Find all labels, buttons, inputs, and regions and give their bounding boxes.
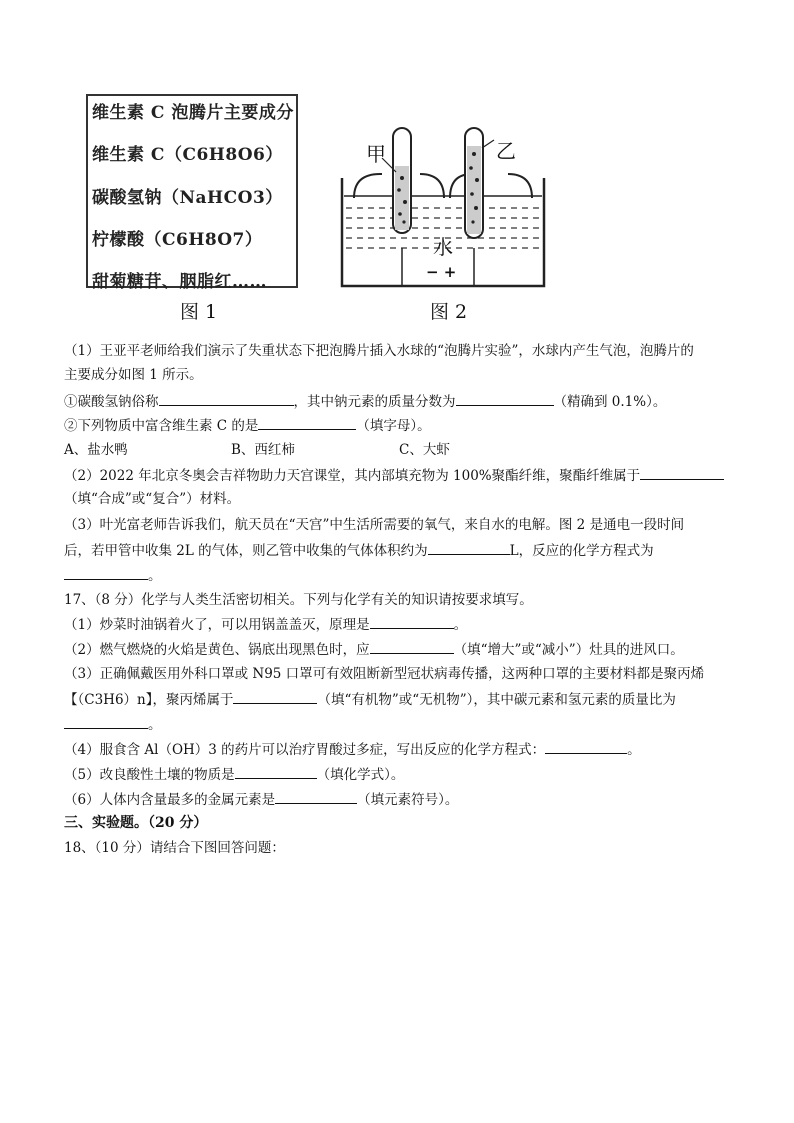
figure1-caption: 图 1 [180,301,218,323]
q17-part6-text-a: （6）人体内含量最多的金属元素是 [64,792,276,808]
q16-sub1-blank-mass-fraction[interactable] [456,391,554,406]
figure1-line-other: 甜菊糖苷、胭脂红…… [92,272,267,292]
tube-jia-label: 甲 [366,142,386,166]
q17-part3-line3 [64,714,162,735]
q17-part5-text-b: （填化学式）。 [316,767,405,783]
section-3-heading: 三、实验题。（20 分） [64,815,208,831]
figure1-title: 维生素 C 泡腾片主要成分 [92,103,294,123]
q16-part3-text-b: 后，若甲管中收集 2L 的气体，则乙管中收集的气体体积约为 [64,543,428,559]
q16-options-line [64,440,450,460]
q16-sub1-text-c: （精确到 0.1%）。 [553,394,667,410]
q16-sub1-text-b: ，其中钠元素的质量分数为 [293,394,456,410]
q17-part2-text-a: （2）燃气燃烧的火焰是黄色、锅底出现黑色时，应 [64,642,370,658]
q17-part2-text-b: （填“增大”或“减小”）灶具的进风口。 [453,642,684,658]
q16-part2-line2: （填“合成”或“复合”）材料。 [64,491,241,507]
q17-part3-text-d: 。 [148,717,162,733]
q16-part3-line3 [64,565,162,586]
q16-part3-line2 [64,540,654,561]
option-b: B、西红柿 [231,442,295,458]
q16-sub2-blank-answer[interactable] [258,415,356,430]
q16-part1-line1: （1）王亚平老师给我们演示了失重状态下把泡腾片插入水球的“泡腾片实验”，水球内产生气泡，泡腾片的 [64,343,694,359]
q17-part3-text-b: 【（C3H6）n】，聚丙烯属于 [64,692,234,708]
q16-part2-text-a: （2）2022 年北京冬奥会吉祥物助力天宫课堂，其内部填充物为 100%聚酯纤维，聚酯纤维属于 [64,468,641,484]
option-c: C、大虾 [399,442,450,458]
q17-part6-text-b: （填元素符号）。 [357,792,459,808]
q18-title: 18、（10 分）请结合下图回答问题： [64,840,285,856]
q17-part4-text-b: 。 [627,742,641,758]
q17-part2-line [64,639,684,660]
q17-part4-line [64,739,641,760]
q17-part3-line2 [64,689,676,710]
q17-part1-text-b: 。 [453,617,468,633]
tube-yi-label: 乙 [496,139,516,163]
figure1-line-citric: 柠檬酸（C6H8O7） [92,230,263,250]
q16-part1-line2: 主要成分如图 1 所示。 [64,367,203,383]
q17-part1-line [64,614,467,635]
q17-part6-line [64,789,458,810]
q16-part3-text-c: L，反应的化学方程式为 [509,543,654,559]
q16-sub1-text-a: ①碳酸氢钠俗称 [64,394,159,410]
q17-part4-text-a: （4）服食含 Al（OH）3 的药片可以治疗胃酸过多症，写出反应的化学方程式： [64,742,546,758]
figure1-line-vitc: 维生素 C（C6H8O6） [92,145,283,165]
q17-part3-blank-ratio[interactable] [64,714,148,729]
q16-sub2-text-b: （填字母）。 [356,418,431,434]
q17-part1-text-a: （1）炒菜时油锅着火了，可以用锅盖盖灭，原理是 [64,617,370,633]
q17-part3-text-c: （填“有机物”或“无机物”），其中碳元素和氢元素的质量比为 [317,692,676,708]
q17-part5-blank-formula[interactable] [235,764,317,779]
figure1-line-nahco3: 碳酸氢钠（NaHCO3） [92,188,283,208]
q17-part1-blank-principle[interactable] [370,614,454,629]
q17-part3-line1: （3）正确佩戴医用外科口罩或 N95 口罩可有效阻断新型冠状病毒传播，这两种口罩的主要材料都是聚丙烯 [64,666,705,682]
q16-sub2-line [64,415,431,436]
q16-sub1-line [64,391,666,412]
water-label: 水 [433,235,453,259]
q16-part3-blank-equation[interactable] [64,565,148,580]
q17-part4-blank-equation[interactable] [545,739,627,754]
q16-part3-line1: （3）叶光富老师告诉我们，航天员在“天宫”中生活所需要的氧气，来自水的电解。图 2 是通电一段时间 [64,517,685,533]
q16-part3-blank-volume[interactable] [428,540,510,555]
q17-part3-blank-category[interactable] [233,689,317,704]
q17-part2-blank-adjust[interactable] [370,639,454,654]
q17-part5-line [64,764,404,785]
option-a: A、盐水鸭 [64,442,128,458]
figure2-caption: 图 2 [430,301,468,323]
q16-sub2-text-a: ②下列物质中富含维生素 C 的是 [64,418,259,434]
q17-part5-text-a: （5）改良酸性土壤的物质是 [64,767,235,783]
q16-sub1-blank-nickname[interactable] [159,391,294,406]
q17-title: 17、（8 分）化学与人类生活密切相关。下列与化学有关的知识请按要求填写。 [64,592,533,608]
q16-part2-blank-material[interactable] [640,465,724,480]
battery-terminals-label: − + [426,263,457,281]
q16-part2-line1 [64,465,724,486]
q17-part6-blank-symbol[interactable] [275,789,357,804]
q16-part3-text-d: 。 [148,568,162,584]
